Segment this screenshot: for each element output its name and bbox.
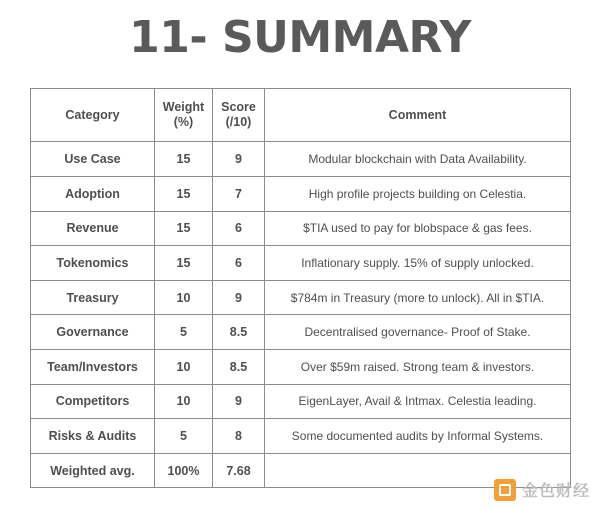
- cell-category: Team/Investors: [31, 349, 155, 384]
- cell-weight: 5: [155, 419, 213, 454]
- watermark-text: 金色财经: [521, 481, 590, 500]
- summary-page: [0, 14, 600, 509]
- cell-category: Risks & Audits: [31, 419, 155, 454]
- column-header-weight-line2: (%): [173, 115, 194, 130]
- cell-score: 7: [213, 176, 265, 211]
- table-body: [31, 142, 571, 488]
- cell-category: Tokenomics: [31, 246, 155, 281]
- cell-category: Treasury: [31, 280, 155, 315]
- cell-category: Use Case: [31, 142, 155, 177]
- cell-comment: Some documented audits by Informal Systems.: [265, 419, 571, 454]
- watermark: [494, 478, 590, 501]
- cell-score: 9: [213, 280, 265, 315]
- column-header-score-line2: (/10): [225, 115, 252, 130]
- table-row: [31, 384, 571, 419]
- cell-category: Adoption: [31, 176, 155, 211]
- cell-comment: EigenLayer, Avail & Intmax. Celestia leading.: [265, 384, 571, 419]
- cell-weight: 15: [155, 211, 213, 246]
- cell-category: Governance: [31, 315, 155, 350]
- cell-score: 6: [213, 211, 265, 246]
- summary-table-wrapper: [30, 88, 570, 488]
- table-row: [31, 280, 571, 315]
- cell-comment: $784m in Treasury (more to unlock). All in $TIA.: [265, 280, 571, 315]
- column-header-comment: Comment: [265, 89, 571, 142]
- table-row: [31, 176, 571, 211]
- table-row: [31, 419, 571, 454]
- cell-score: 8: [213, 419, 265, 454]
- cell-comment: High profile projects building on Celestia.: [265, 176, 571, 211]
- cell-category: Weighted avg.: [31, 453, 155, 488]
- column-header-score: [213, 89, 265, 142]
- column-header-category: Category: [31, 89, 155, 142]
- cell-score: 6: [213, 246, 265, 281]
- column-header-weight: [155, 89, 213, 142]
- cell-weight: 5: [155, 315, 213, 350]
- cell-score: 8.5: [213, 349, 265, 384]
- cell-weight: 100%: [155, 453, 213, 488]
- cell-comment: Inflationary supply. 15% of supply unlocked.: [265, 246, 571, 281]
- cell-comment: Modular blockchain with Data Availability.: [265, 142, 571, 177]
- cell-category: Revenue: [31, 211, 155, 246]
- table-header: [31, 89, 571, 142]
- cell-comment: $TIA used to pay for blobspace & gas fees.: [265, 211, 571, 246]
- table-row: [31, 315, 571, 350]
- table-row: [31, 211, 571, 246]
- cell-comment: Decentralised governance- Proof of Stake.: [265, 315, 571, 350]
- table-row: [31, 142, 571, 177]
- cell-weight: 15: [155, 142, 213, 177]
- cell-comment: Over $59m raised. Strong team & investors.: [265, 349, 571, 384]
- page-title: 11- SUMMARY: [129, 12, 471, 63]
- cell-weight: 15: [155, 246, 213, 281]
- column-header-score-line1: Score: [221, 99, 256, 114]
- table-row: [31, 349, 571, 384]
- column-header-weight-line1: Weight: [162, 99, 205, 114]
- cell-score: 9: [213, 384, 265, 419]
- table-header-row: [31, 89, 571, 142]
- table-row: [31, 246, 571, 281]
- cell-category: Competitors: [31, 384, 155, 419]
- cell-weight: 10: [155, 349, 213, 384]
- cell-score: 7.68: [213, 453, 265, 488]
- summary-table: [30, 88, 571, 488]
- square-logo-icon: [494, 479, 516, 501]
- cell-score: 9: [213, 142, 265, 177]
- cell-score: 8.5: [213, 315, 265, 350]
- cell-weight: 10: [155, 384, 213, 419]
- table-row-total: [31, 453, 571, 488]
- cell-weight: 10: [155, 280, 213, 315]
- cell-weight: 15: [155, 176, 213, 211]
